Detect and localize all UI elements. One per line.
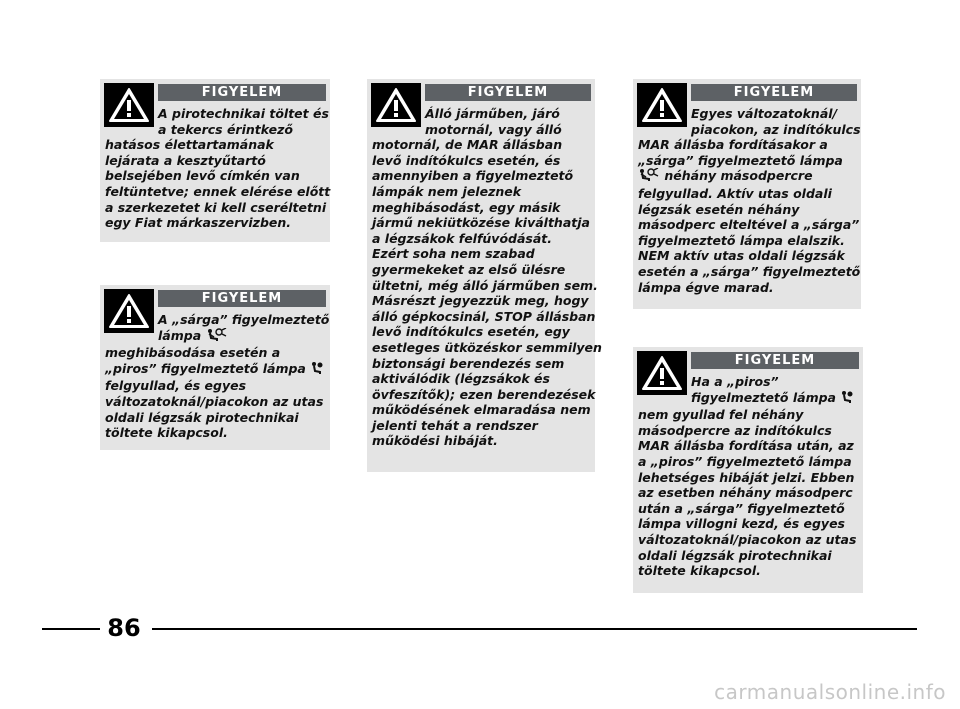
warning-line: aktiválódik (légzsákok és: [372, 371, 550, 387]
warning-text: [638, 106, 861, 295]
warning-heading: FIGYELEM: [158, 84, 326, 101]
warning-heading: FIGYELEM: [691, 84, 857, 101]
warning-line: meghibásodást, egy másik: [372, 199, 561, 215]
warning-line: MAR állásba fordítása után, az: [638, 438, 854, 454]
warning-line: lámpa villogni kezd, és egyes: [638, 516, 845, 532]
warning-line: töltete kikapcsol.: [638, 563, 761, 579]
warning-line: másodpercre az indítókulcs: [638, 422, 832, 438]
warning-line: változatoknál/piacokon az utas: [105, 393, 324, 409]
warning-line: figyelmeztető lámpa: [638, 390, 857, 408]
warning-line: lámpák nem jeleznek: [372, 183, 522, 199]
warning-line: működésének elmaradása nem: [372, 402, 591, 418]
warning-line: meghibásodása esetén a: [105, 345, 281, 361]
warning-line: működési hibáját.: [372, 433, 498, 449]
warning-box-yellow-lamp-failure: [100, 285, 330, 450]
warning-line: jármű nekiütközése kiválthatja: [372, 215, 590, 231]
warning-line: töltete kikapcsol.: [105, 425, 228, 441]
warning-line: lehetséges hibáját jelzi. Ebben: [638, 469, 855, 485]
warning-line: Álló járműben, járó: [425, 106, 560, 121]
warning-box-pyrotechnic-lifetime: [100, 79, 330, 242]
warning-line: MAR állásba fordításakor a: [638, 137, 828, 153]
warning-box-passenger-airbag-status: [633, 79, 861, 309]
warning-line: figyelmeztető lámpa elalszik.: [638, 232, 845, 248]
warning-box-red-lamp-failure: [633, 347, 863, 593]
warning-line: A pirotechnikai töltet és: [158, 106, 329, 121]
warning-line: övfeszítők); ezen berendezések: [372, 386, 596, 402]
warning-line: nem gyullad fel néhány: [638, 407, 804, 423]
warning-text: [105, 106, 331, 231]
warning-line: Ha a „piros”: [691, 374, 779, 389]
warning-line: esetleges ütközéskor semmilyen: [372, 339, 602, 355]
airbag-warning-lamp-small-icon: [311, 361, 323, 379]
airbag-warning-lamp-small-icon: [841, 390, 853, 408]
warning-line: feltüntetve; ennek elérése előtt: [105, 183, 331, 199]
warning-line: jelenti tehát a rendszer: [372, 417, 538, 433]
warning-line: hatásos élettartamának: [105, 137, 274, 153]
airbag-warning-lamp-icon: [639, 168, 659, 186]
warning-line: lejárata a kesztyűtartó: [105, 152, 266, 168]
warning-line: gyermekeket az első ülésre: [372, 261, 566, 277]
warning-line: levő indítókulcs esetén, egy: [372, 324, 570, 340]
warning-line: piacokon, az indítókulcs: [691, 121, 861, 137]
warning-line: amennyiben a figyelmeztető: [372, 168, 574, 184]
warning-line: „piros” figyelmeztető lámpa: [105, 361, 324, 379]
warning-line: egy Fiat márkaszervizben.: [105, 215, 292, 231]
warning-line: belsejében levő címkén van: [105, 168, 300, 184]
warning-heading: FIGYELEM: [691, 352, 859, 369]
warning-text: [372, 106, 602, 449]
warning-line: légzsák esetén néhány: [638, 201, 800, 217]
warning-line: lámpa égve marad.: [638, 279, 774, 295]
warning-heading: FIGYELEM: [425, 84, 591, 101]
warning-box-stationary-vehicle: [367, 79, 602, 472]
warning-line: Egyes változatoknál/: [691, 106, 838, 121]
warning-line: az esetben néhány másodperc: [638, 485, 853, 501]
warning-line: levő indítókulcs esetén, és: [372, 152, 561, 168]
warning-line: a légzsákok felfúvódását.: [372, 230, 553, 246]
warning-line: álló gépkocsinál, STOP állásban: [372, 308, 596, 324]
warning-line: „sárga” figyelmeztető lámpa: [638, 152, 843, 168]
warning-line: Ezért soha nem szabad: [372, 246, 535, 262]
warning-line: NEM aktív utas oldali légzsák: [638, 248, 845, 264]
airbag-warning-lamp-icon: [207, 328, 227, 346]
warning-line: után a „sárga” figyelmeztető: [638, 500, 845, 516]
warning-line: néhány másodpercre: [638, 168, 855, 186]
warning-line: oldali légzsák pirotechnikai: [638, 547, 832, 563]
warning-line: a szerkezetet ki kell cseréltetni: [105, 199, 327, 215]
watermark: carmanualsonline.info: [714, 680, 946, 704]
warning-text: [105, 312, 330, 441]
warning-heading: FIGYELEM: [158, 290, 326, 307]
warning-line: Másrészt jegyezzük meg, hogy: [372, 293, 589, 309]
warning-line: motornál, vagy álló: [425, 121, 562, 137]
warning-line: felgyullad, és egyes: [105, 378, 247, 394]
warning-line: A „sárga” figyelmeztető: [158, 312, 330, 327]
warning-line: a tekercs érintkező: [158, 121, 293, 137]
warning-line: a „piros” figyelmeztető lámpa: [638, 453, 852, 469]
warning-line: ültetni, még álló járműben sem.: [372, 277, 598, 293]
warning-line: lámpa: [105, 328, 324, 346]
warning-line: oldali légzsák pirotechnikai: [105, 409, 299, 425]
warning-line: esetén a „sárga” figyelmeztető: [638, 263, 861, 279]
footer-rule-left: [42, 628, 100, 630]
footer-rule-right: [152, 628, 917, 630]
warning-text: [638, 374, 857, 579]
warning-line: motornál, de MAR állásban: [372, 137, 563, 153]
warning-line: felgyullad. Aktív utas oldali: [638, 185, 832, 201]
warning-line: változatoknál/piacokon az utas: [638, 531, 857, 547]
page-number: 86: [107, 614, 141, 642]
warning-line: biztonsági berendezés sem: [372, 355, 565, 371]
warning-line: másodperc elteltével a „sárga”: [638, 217, 860, 233]
